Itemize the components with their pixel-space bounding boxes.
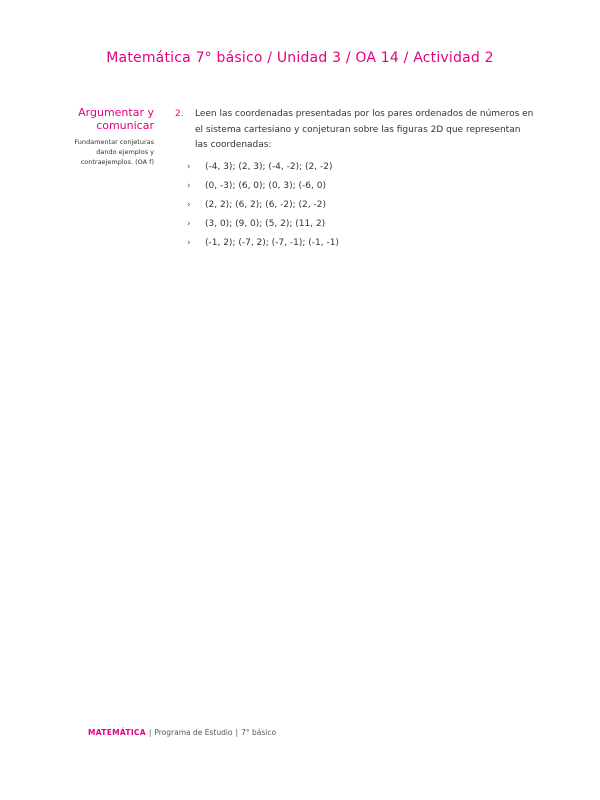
list-item [187, 158, 535, 177]
coordinate-set: (0, -3); (6, 0); (0, 3); (-6, 0) [205, 180, 326, 191]
list-item [187, 177, 535, 196]
chevron-right-icon: › [187, 218, 191, 229]
chevron-right-icon: › [187, 199, 191, 210]
coordinate-list [187, 158, 535, 253]
chevron-right-icon: › [187, 237, 191, 248]
list-item [187, 234, 535, 253]
activity-number: 2. [175, 109, 184, 119]
footer-separator: | [235, 728, 239, 737]
footer-grade: 7° básico [241, 728, 277, 737]
footer-separator: | [148, 728, 152, 737]
skill-sidebar [60, 106, 154, 167]
footer-program: Programa de Estudio [154, 728, 233, 737]
chevron-right-icon: › [187, 161, 191, 172]
activity-prompt: Leen las coordenadas presentadas por los pares ordenados de números en el sistema cartesiano y conjeturan sobre las figuras 2D que representan las coordenadas: [195, 109, 534, 150]
page-footer [88, 728, 276, 737]
list-item [187, 196, 535, 215]
coordinate-set: (3, 0); (9, 0); (5, 2); (11, 2) [205, 218, 326, 229]
footer-subject: MATEMÁTICA [88, 728, 146, 737]
chevron-right-icon: › [187, 180, 191, 191]
coordinate-set: (2, 2); (6, 2); (6, -2); (2, -2) [205, 199, 326, 210]
activity-section [175, 107, 535, 253]
coordinate-set: (-1, 2); (-7, 2); (-7, -1); (-1, -1) [205, 237, 339, 248]
skill-title: Argumentar y comunicar [78, 106, 154, 132]
page-title: Matemática 7° básico / Unidad 3 / OA 14 / Actividad 2 [106, 50, 494, 66]
skill-description: Fundamentar conjeturas dando ejemplos y contraejemplos. (OA f) [74, 138, 154, 166]
coordinate-set: (-4, 3); (2, 3); (-4, -2); (2, -2) [205, 161, 333, 172]
list-item [187, 215, 535, 234]
